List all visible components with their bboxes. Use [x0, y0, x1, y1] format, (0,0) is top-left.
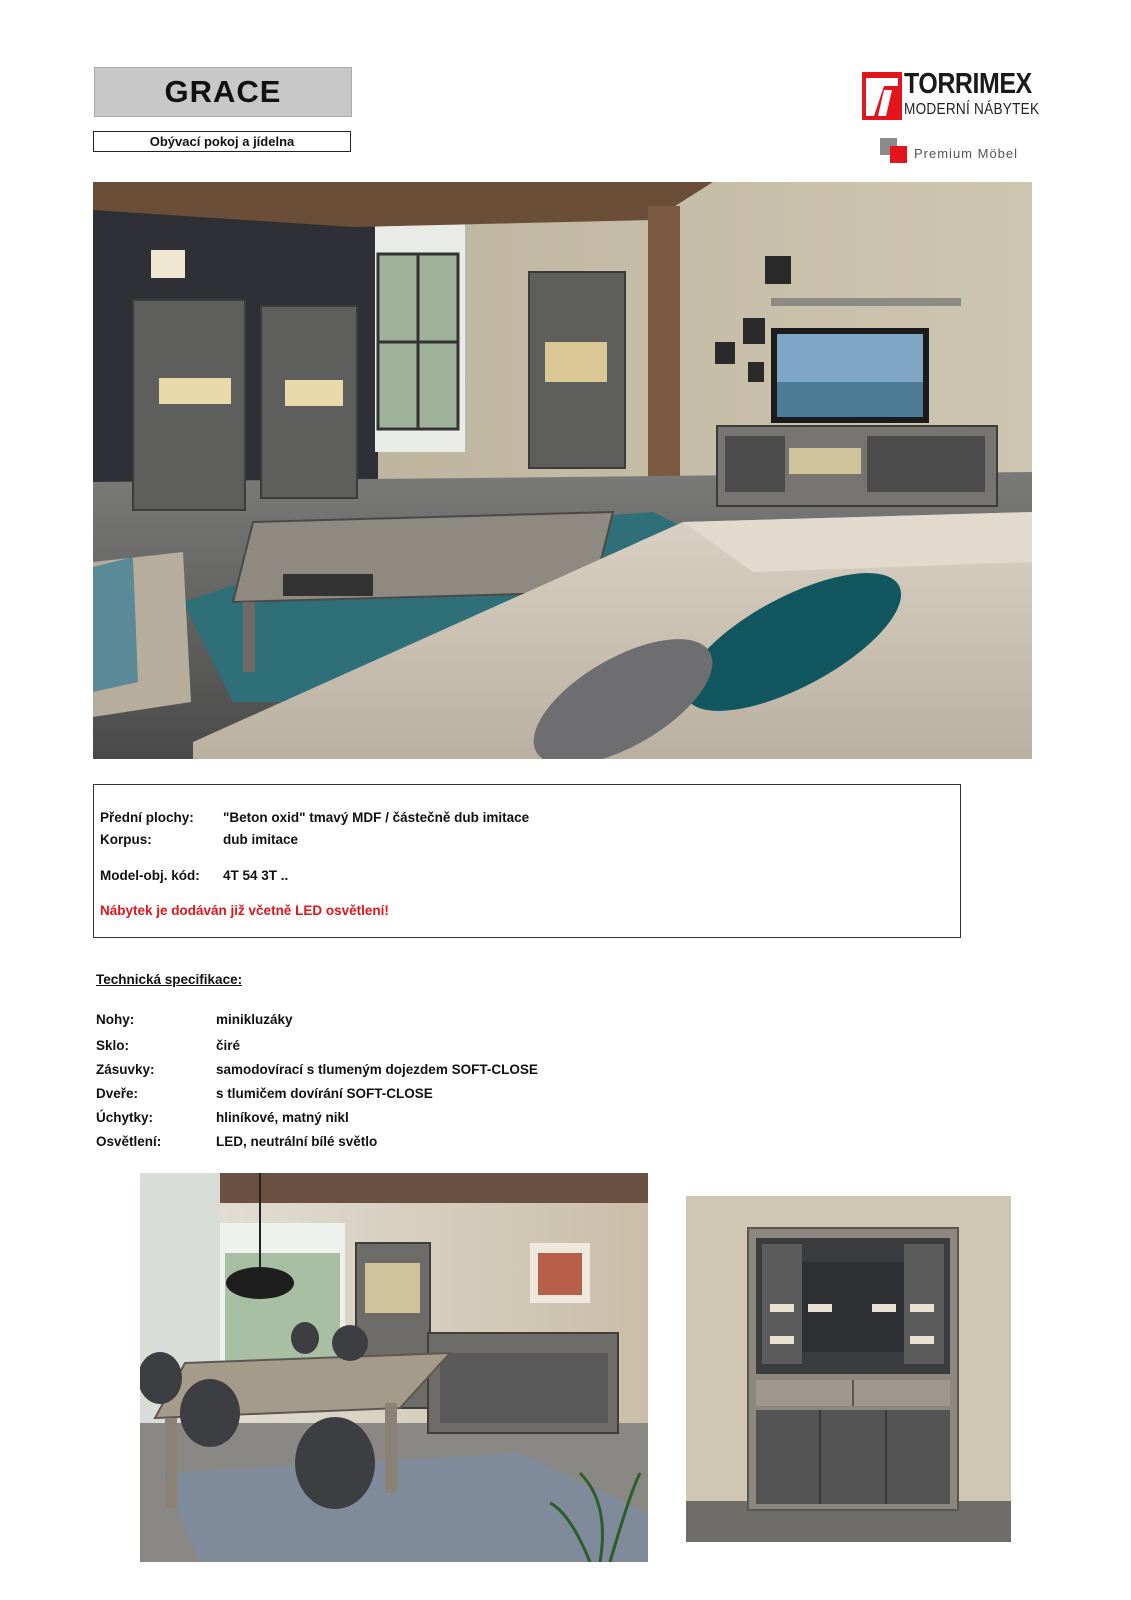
- info-value: "Beton oxid" tmavý MDF / částečně dub imitace: [223, 810, 530, 825]
- premium-squares-icon: [880, 138, 910, 164]
- info-label: Korpus:: [100, 832, 152, 847]
- info-value: dub imitace: [223, 832, 299, 847]
- spec-label: Sklo:: [96, 1038, 130, 1053]
- spec-label: Dveře:: [96, 1086, 139, 1101]
- spec-value: samodovírací s tlumeným dojezdem SOFT-CLOSE: [216, 1062, 538, 1077]
- product-info-box: [93, 784, 961, 938]
- spec-label: Nohy:: [96, 1012, 135, 1027]
- torrimex-logo: [862, 68, 1042, 124]
- premium-mobel-logo: [880, 138, 1040, 164]
- led-note: Nábytek je dodáván již včetně LED osvětlení!: [100, 903, 389, 918]
- spec-heading: Technická specifikace:: [96, 972, 243, 987]
- spec-label: Osvětlení:: [96, 1134, 162, 1149]
- info-label: Model-obj. kód:: [100, 868, 200, 883]
- dining-room-photo: [140, 1173, 648, 1562]
- page-subtitle: Obývací pokoj a jídelna: [93, 131, 351, 152]
- spec-value: minikluzáky: [216, 1012, 293, 1027]
- spec-label: Zásuvky:: [96, 1062, 155, 1077]
- torrimex-emblem-icon: [862, 72, 902, 120]
- spec-value: LED, neutrální bílé světlo: [216, 1134, 378, 1149]
- spec-label: Úchytky:: [96, 1110, 154, 1125]
- logo-tagline: MODERNÍ NÁBYTEK: [904, 101, 1040, 118]
- spec-value: s tlumičem dovírání SOFT-CLOSE: [216, 1086, 433, 1101]
- spec-value: hliníkové, matný nikl: [216, 1110, 349, 1125]
- spec-value: čiré: [216, 1038, 241, 1053]
- info-label: Přední plochy:: [100, 810, 194, 825]
- premium-label: Premium Möbel: [914, 146, 1019, 161]
- living-room-photo: [93, 182, 1032, 759]
- logo-brand: TORRIMEX: [904, 68, 1032, 100]
- page-title: GRACE: [94, 67, 352, 117]
- display-cabinet-photo: [686, 1196, 1011, 1542]
- info-value: 4T 54 3T ..: [223, 868, 289, 883]
